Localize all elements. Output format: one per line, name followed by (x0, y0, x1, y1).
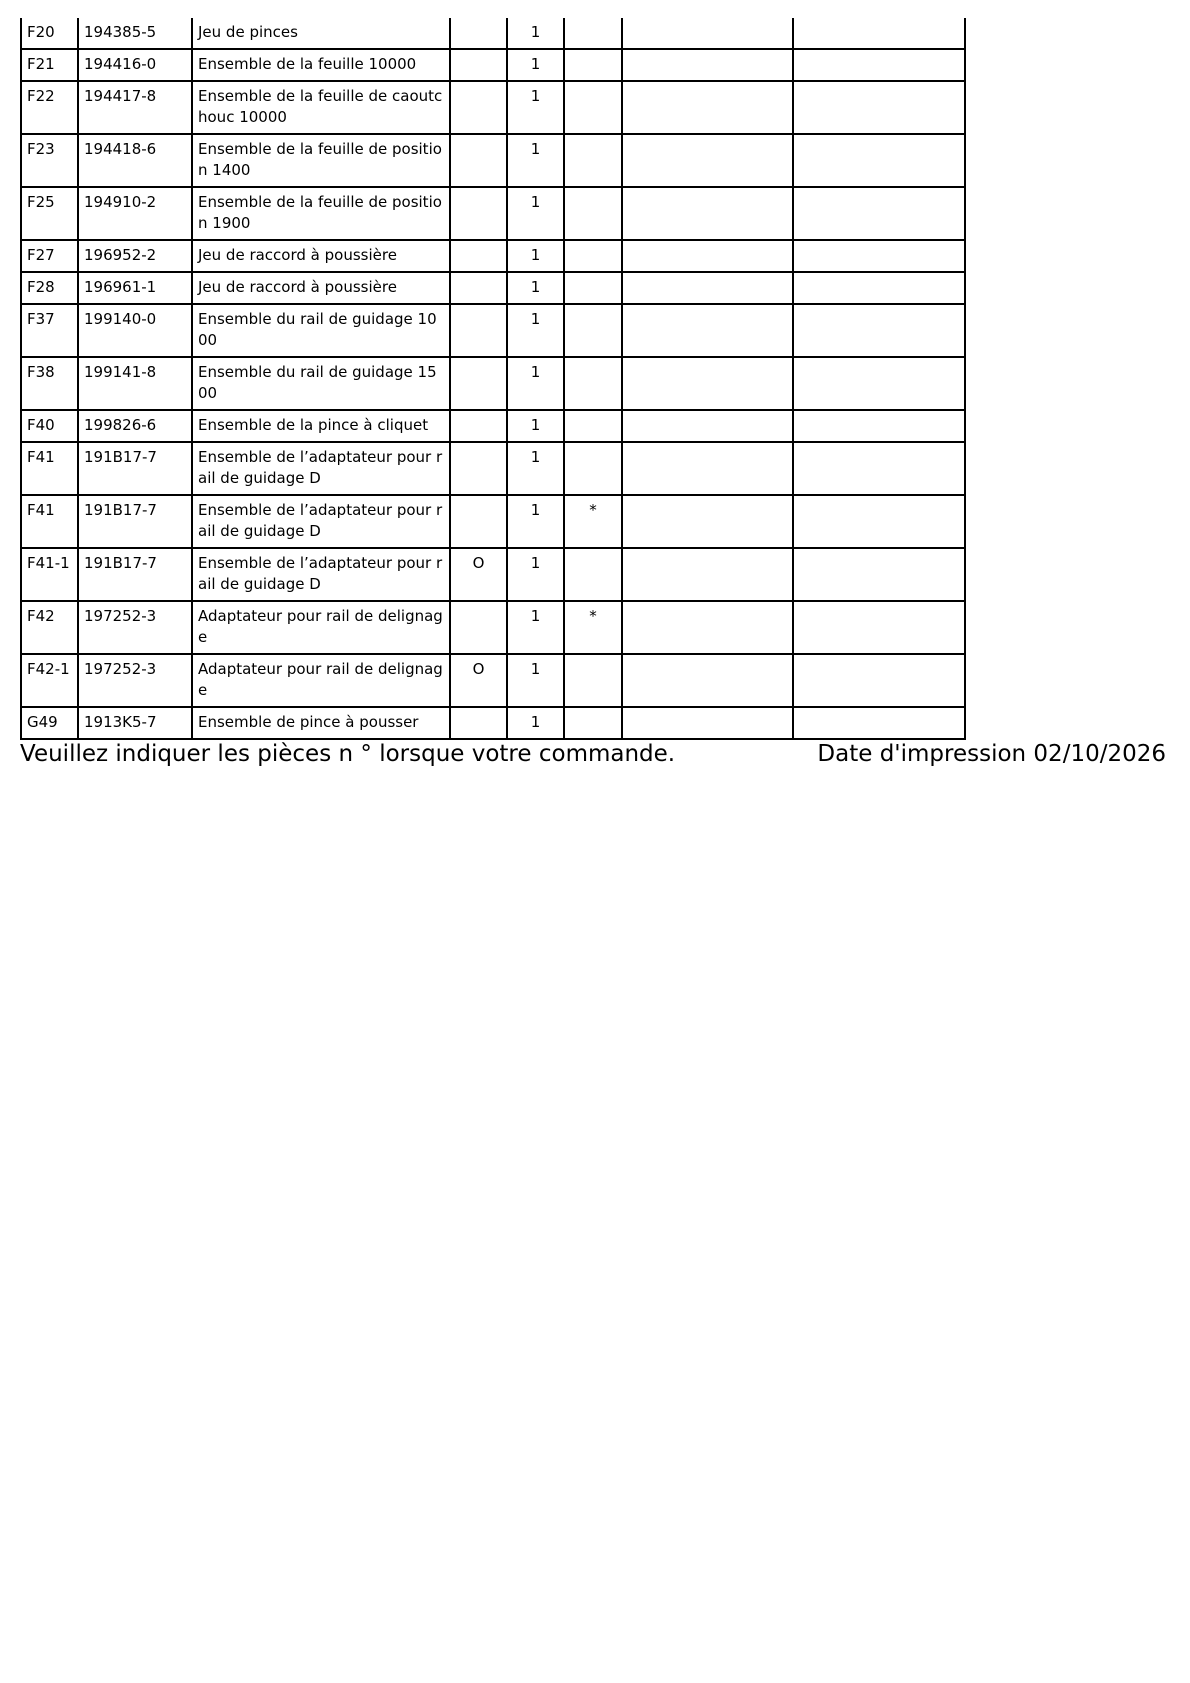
ref-cell: F27 (21, 240, 78, 272)
note-mark-cell (564, 654, 622, 707)
option-cell (450, 240, 507, 272)
blank-cell (793, 49, 965, 81)
table-row (21, 272, 965, 304)
quantity-cell: 1 (507, 707, 564, 739)
description-cell: Ensemble de pince à pousser (192, 707, 450, 739)
quantity-cell: 1 (507, 410, 564, 442)
option-cell: O (450, 654, 507, 707)
option-cell: O (450, 548, 507, 601)
table-row (21, 134, 965, 187)
ref-cell: F21 (21, 49, 78, 81)
ref-cell: F25 (21, 187, 78, 240)
option-cell (450, 187, 507, 240)
ref-cell: F37 (21, 304, 78, 357)
ref-cell: F41 (21, 442, 78, 495)
part-number-cell: 194416-0 (78, 49, 192, 81)
blank-cell (622, 548, 793, 601)
part-number-cell: 194385-5 (78, 18, 192, 49)
blank-cell (622, 49, 793, 81)
quantity-cell: 1 (507, 81, 564, 134)
description-cell: Jeu de raccord à poussière (192, 240, 450, 272)
description-cell: Ensemble de la feuille de caoutchouc 10000 (192, 81, 450, 134)
blank-cell (793, 707, 965, 739)
description-cell: Adaptateur pour rail de delignage (192, 654, 450, 707)
note-mark-cell (564, 357, 622, 410)
part-number-cell: 196961-1 (78, 272, 192, 304)
note-mark-cell: * (564, 601, 622, 654)
quantity-cell: 1 (507, 18, 564, 49)
blank-cell (793, 601, 965, 654)
table-row (21, 18, 965, 49)
blank-cell (622, 601, 793, 654)
table-row (21, 240, 965, 272)
note-mark-cell (564, 410, 622, 442)
part-number-cell: 199826-6 (78, 410, 192, 442)
note-mark-cell (564, 81, 622, 134)
table-row (21, 707, 965, 739)
parts-table-body (21, 18, 965, 739)
blank-cell (622, 707, 793, 739)
description-cell: Ensemble de la feuille de position 1400 (192, 134, 450, 187)
blank-cell (793, 240, 965, 272)
note-mark-cell (564, 272, 622, 304)
blank-cell (622, 357, 793, 410)
note-mark-cell (564, 304, 622, 357)
description-cell: Ensemble de l’adaptateur pour rail de guidage D (192, 548, 450, 601)
blank-cell (622, 18, 793, 49)
table-row (21, 81, 965, 134)
ref-cell: F41 (21, 495, 78, 548)
table-row (21, 442, 965, 495)
part-number-cell: 197252-3 (78, 601, 192, 654)
note-mark-cell (564, 240, 622, 272)
part-number-cell: 194910-2 (78, 187, 192, 240)
blank-cell (793, 410, 965, 442)
table-row (21, 654, 965, 707)
description-cell: Adaptateur pour rail de delignage (192, 601, 450, 654)
quantity-cell: 1 (507, 49, 564, 81)
blank-cell (793, 187, 965, 240)
description-cell: Ensemble de l’adaptateur pour rail de guidage D (192, 442, 450, 495)
blank-cell (622, 442, 793, 495)
ref-cell: F20 (21, 18, 78, 49)
part-number-cell: 194417-8 (78, 81, 192, 134)
quantity-cell: 1 (507, 272, 564, 304)
quantity-cell: 1 (507, 654, 564, 707)
table-row (21, 548, 965, 601)
quantity-cell: 1 (507, 357, 564, 410)
blank-cell (622, 654, 793, 707)
parts-table (20, 18, 966, 740)
blank-cell (622, 304, 793, 357)
note-mark-cell (564, 548, 622, 601)
order-instruction-note: Veuillez indiquer les pièces n ° lorsque votre commande. (20, 741, 676, 767)
note-mark-cell (564, 134, 622, 187)
ref-cell: F42-1 (21, 654, 78, 707)
quantity-cell: 1 (507, 304, 564, 357)
option-cell (450, 134, 507, 187)
blank-cell (793, 134, 965, 187)
option-cell (450, 495, 507, 548)
blank-cell (622, 187, 793, 240)
option-cell (450, 49, 507, 81)
ref-cell: F23 (21, 134, 78, 187)
note-mark-cell: * (564, 495, 622, 548)
blank-cell (793, 18, 965, 49)
ref-cell: F40 (21, 410, 78, 442)
description-cell: Ensemble de la feuille 10000 (192, 49, 450, 81)
note-mark-cell (564, 707, 622, 739)
description-cell: Ensemble du rail de guidage 1500 (192, 357, 450, 410)
part-number-cell: 191B17-7 (78, 495, 192, 548)
description-cell: Ensemble de la feuille de position 1900 (192, 187, 450, 240)
quantity-cell: 1 (507, 495, 564, 548)
quantity-cell: 1 (507, 601, 564, 654)
table-row (21, 357, 965, 410)
option-cell (450, 410, 507, 442)
option-cell (450, 601, 507, 654)
blank-cell (622, 240, 793, 272)
ref-cell: G49 (21, 707, 78, 739)
quantity-cell: 1 (507, 240, 564, 272)
note-mark-cell (564, 49, 622, 81)
option-cell (450, 304, 507, 357)
table-row (21, 601, 965, 654)
blank-cell (622, 495, 793, 548)
description-cell: Ensemble de l’adaptateur pour rail de guidage D (192, 495, 450, 548)
quantity-cell: 1 (507, 548, 564, 601)
blank-cell (622, 272, 793, 304)
ref-cell: F22 (21, 81, 78, 134)
blank-cell (793, 81, 965, 134)
part-number-cell: 194418-6 (78, 134, 192, 187)
blank-cell (793, 654, 965, 707)
blank-cell (793, 495, 965, 548)
ref-cell: F42 (21, 601, 78, 654)
option-cell (450, 707, 507, 739)
table-row (21, 304, 965, 357)
description-cell: Ensemble du rail de guidage 1000 (192, 304, 450, 357)
table-row (21, 187, 965, 240)
table-row (21, 49, 965, 81)
blank-cell (622, 134, 793, 187)
blank-cell (793, 548, 965, 601)
part-number-cell: 199140-0 (78, 304, 192, 357)
table-row (21, 495, 965, 548)
part-number-cell: 191B17-7 (78, 442, 192, 495)
ref-cell: F38 (21, 357, 78, 410)
option-cell (450, 357, 507, 410)
option-cell (450, 18, 507, 49)
description-cell: Jeu de raccord à poussière (192, 272, 450, 304)
note-mark-cell (564, 442, 622, 495)
option-cell (450, 272, 507, 304)
print-date: Date d'impression 02/10/2026 (817, 741, 1166, 767)
quantity-cell: 1 (507, 134, 564, 187)
quantity-cell: 1 (507, 187, 564, 240)
part-number-cell: 191B17-7 (78, 548, 192, 601)
blank-cell (622, 81, 793, 134)
ref-cell: F28 (21, 272, 78, 304)
part-number-cell: 196952-2 (78, 240, 192, 272)
part-number-cell: 1913K5-7 (78, 707, 192, 739)
table-row (21, 410, 965, 442)
note-mark-cell (564, 18, 622, 49)
blank-cell (793, 357, 965, 410)
blank-cell (793, 304, 965, 357)
option-cell (450, 442, 507, 495)
option-cell (450, 81, 507, 134)
blank-cell (793, 272, 965, 304)
blank-cell (793, 442, 965, 495)
blank-cell (622, 410, 793, 442)
ref-cell: F41-1 (21, 548, 78, 601)
description-cell: Jeu de pinces (192, 18, 450, 49)
quantity-cell: 1 (507, 442, 564, 495)
description-cell: Ensemble de la pince à cliquet (192, 410, 450, 442)
part-number-cell: 197252-3 (78, 654, 192, 707)
note-mark-cell (564, 187, 622, 240)
part-number-cell: 199141-8 (78, 357, 192, 410)
